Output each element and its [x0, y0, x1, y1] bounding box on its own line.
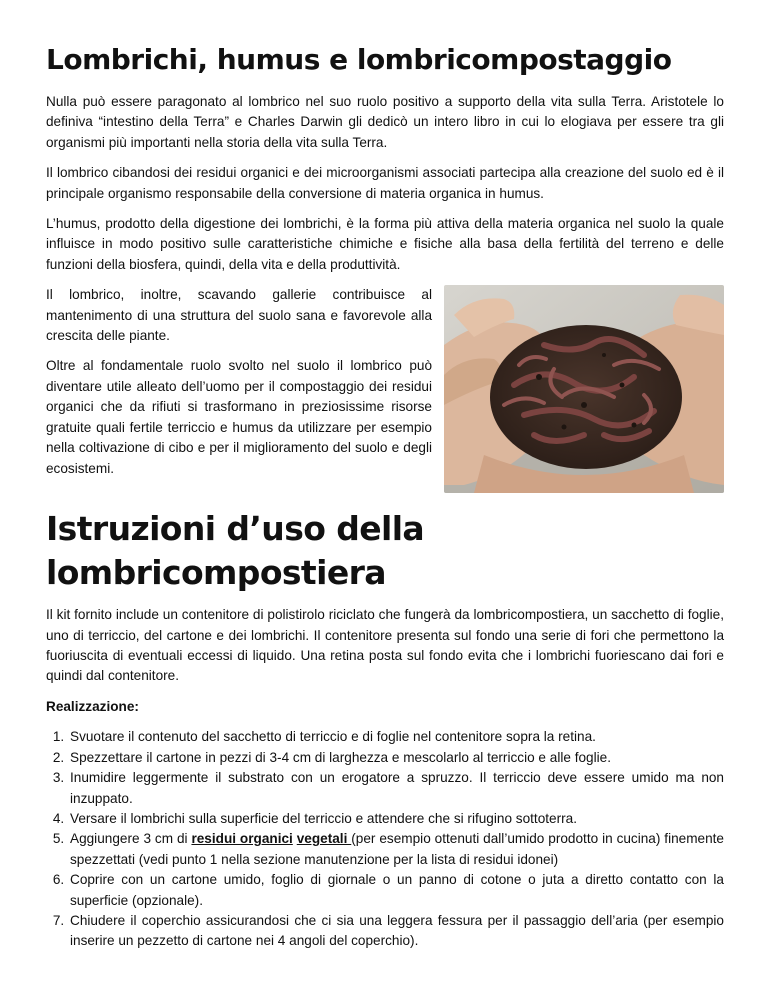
worms-in-hands-photo: [444, 285, 724, 493]
paragraph-kit: Il kit fornito include un contenitore di polistirolo riciclato che fungerà da lombricompostiera, un sacchetto di foglie, uno di terriccio, del cartone e dei lombrichi. Il contenitore presenta sul fondo una serie di fori che permettono la fuoriuscita di eventuali eccessi di liquido. Una retina posta sul fondo evita che i lombrichi fuoriescano dai fori e quindi dal contenitore.: [46, 607, 724, 684]
subheading-realizzazione: Realizzazione:: [46, 698, 139, 714]
document-page: [46, 40, 724, 952]
list-item: 3. Inumidire leggermente il substrato con un erogatore a spruzzo. Il terriccio deve essere umido ma non inzuppato.: [68, 768, 724, 809]
underlined-term: residui organici: [191, 831, 293, 847]
underlined-term: vegetali: [296, 831, 352, 847]
step-text: (per esempio ottenuti dall’umido prodotto in cucina) finemente spezzettati (vedi punto 1 nella sezione manutenzione per la lista di residui idonei): [70, 831, 724, 867]
steps-list: [46, 727, 724, 951]
list-item: 2. Spezzettare il cartone in pezzi di 3-4 cm di larghezza e mescolarlo al terriccio e alle foglie.: [68, 748, 724, 768]
page-title: Lombrichi, humus e lombricompostaggio: [46, 43, 672, 76]
image-text-section: [46, 285, 724, 501]
paragraph-composting: Oltre al fondamentale ruolo svolto nel suolo il lombrico può diventare utile alleato dell’uomo per il compostaggio dei residui organici che da rifiuti si trasformano in preziosissime risorse gratuite quali fertile terriccio e humus da utilizzare per esempio nella coltivazione di cibo e per il miglioramento del suolo e degli ecosistemi.: [46, 358, 432, 476]
paragraph-soil: Il lombrico cibandosi dei residui organici e dei microorganismi associati partecipa alla creazione del suolo ed è il principale organismo responsabile della conversione di materia organica in humus.: [46, 165, 724, 201]
step-text: Aggiungere 3 cm di: [70, 831, 192, 847]
list-item: 1. Svuotare il contenuto del sacchetto di terriccio e di foglie nel contenitore sopra la retina.: [68, 727, 724, 747]
list-item: 7. Chiudere il coperchio assicurandosi che ci sia una leggera fessura per il passaggio dell’aria (per esempio inserire un pezzetto di cartone nei 4 angoli del coperchio).: [68, 911, 724, 952]
list-item: 4. Versare il lombrichi sulla superficie del terriccio e attendere che si rifugino sottoterra.: [68, 809, 724, 829]
paragraph-intro: Nulla può essere paragonato al lombrico nel suo ruolo positivo a supporto della vita sulla Terra. Aristotele lo definiva “intestino della Terra” e Charles Darwin gli dedicò un intero libro in cui lo elogiava per essere tra gli organismi più importanti nella storia della vita sulla Terra.: [46, 94, 724, 150]
paragraph-galleries: Il lombrico, inoltre, scavando gallerie contribuisce al mantenimento di una struttura del suolo sana e favorevole alla crescita delle piante.: [46, 287, 432, 344]
list-item: 6. Coprire con un cartone umido, foglio di giornale o un panno di cotone o juta a diretto contatto con la superficie (opzionale).: [68, 870, 724, 911]
section-title-instructions: Istruzioni d’uso della lombricompostiera: [46, 509, 425, 593]
list-item: [68, 829, 724, 870]
paragraph-humus: L’humus, prodotto della digestione dei lombrichi, è la forma più attiva della materia organica nel suolo la quale influisce in modo positivo sulle caratteristiche chimiche e fisiche alla basa della fertilità del terreno e delle funzioni della biosfera, quindi, della vita e della produttività.: [46, 216, 724, 272]
